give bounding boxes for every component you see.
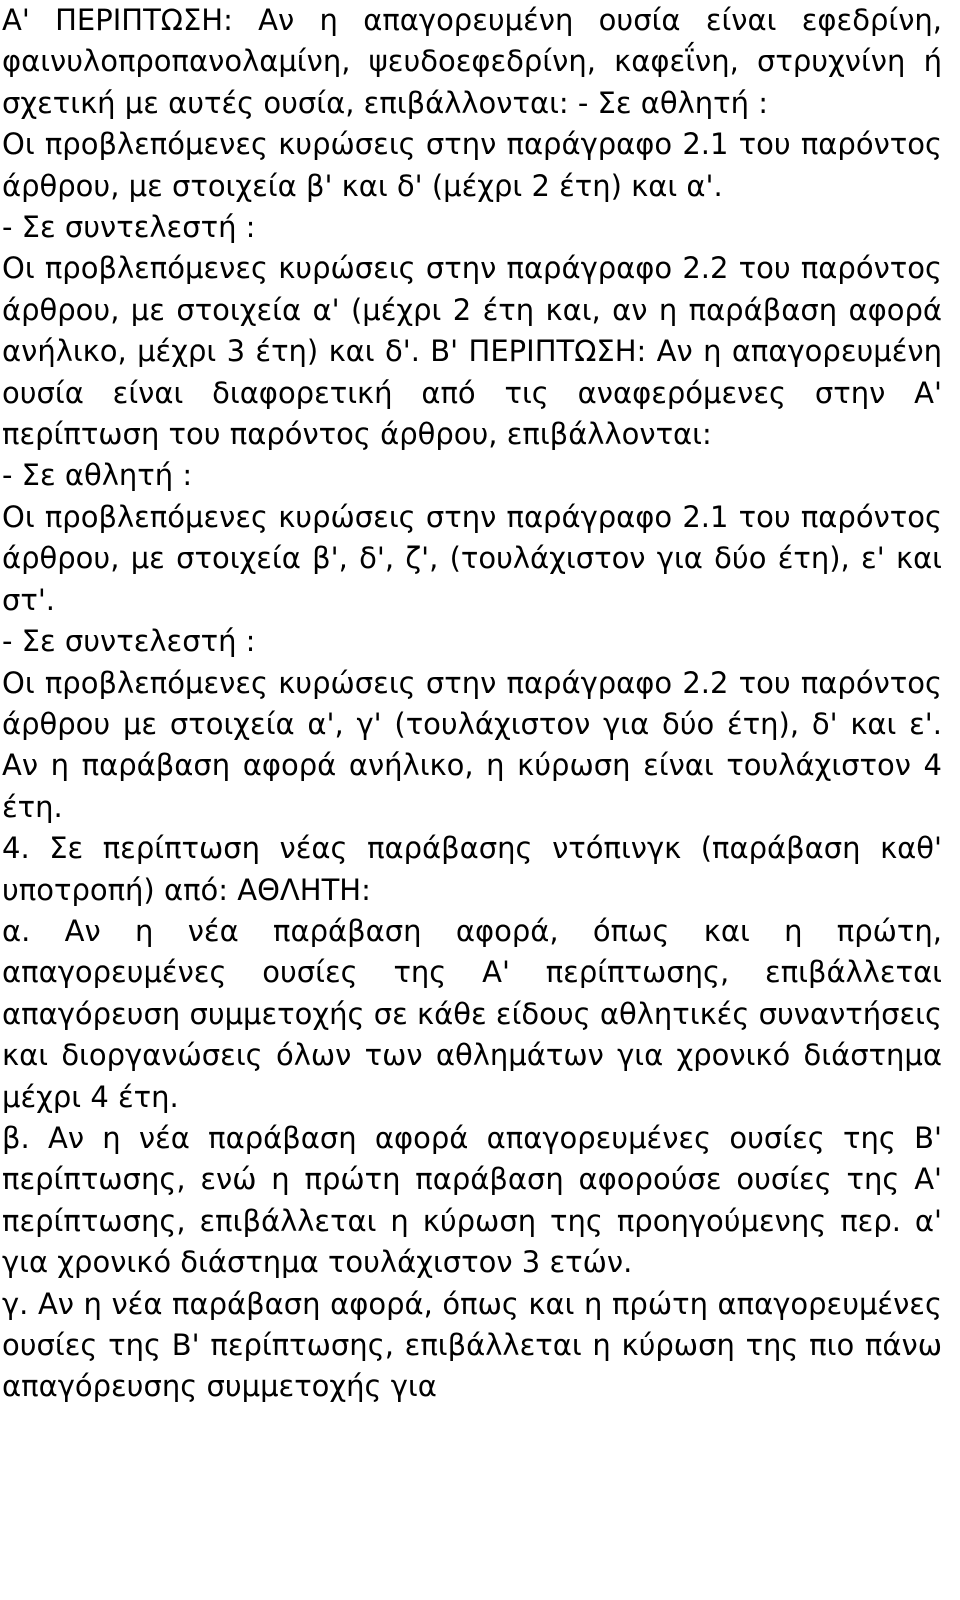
paragraph-item-a: α. Αν η νέα παράβαση αφορά, όπως και η πρώτη, απαγορευμένες ουσίες της Α' περίπτωσης, επιβάλλεται απαγόρευση συμμετοχής σε κάθε είδους αθλητικές συναντήσεις και διοργανώσεις όλων των αθλημάτων για χρονικό διάστημα μέχρι 4 έτη. (2, 913, 942, 1114)
paragraph-case-b-official-heading: - Σε συντελεστή : (2, 624, 256, 659)
paragraph-item-c: γ. Αν η νέα παράβαση αφορά, όπως και η πρώτη απαγορευμένες ουσίες της Β' περίπτωσης, επιβάλλεται η κύρωση της πιο πάνω απαγόρευσης συμμετοχής για (2, 1286, 942, 1404)
paragraph-case-b-athlete: Οι προβλεπόμενες κυρώσεις στην παράγραφο 2.1 του παρόντος άρθρου, με στοιχεία β', δ', ζ', (τουλάχιστον για δύο έτη), ε' και στ'. (2, 499, 942, 617)
paragraph-case-a-athlete: Οι προβλεπόμενες κυρώσεις στην παράγραφο 2.1 του παρόντος άρθρου, με στοιχεία β' και δ' (μέχρι 2 έτη) και α'. (2, 127, 942, 203)
paragraph-case-b-official: Οι προβλεπόμενες κυρώσεις στην παράγραφο 2.2 του παρόντος άρθρου με στοιχεία α', γ' (τουλάχιστον για δύο έτη), δ' και ε'. Αν η παράβαση αφορά ανήλικο, η κύρωση είναι τουλάχιστον 4 έτη. (2, 665, 942, 824)
paragraph-repeat-offense: 4. Σε περίπτωση νέας παράβασης ντόπινγκ (παράβαση καθ' υποτροπή) από: ΑΘΛΗΤΗ: (2, 831, 942, 907)
paragraph-case-a-intro: Α' ΠΕΡΙΠΤΩΣΗ: Αν η απαγορευμένη ουσία είναι εφεδρίνη, φαινυλοπροπανολαμίνη, ψευδοεφεδρίνη, καφεΐνη, στρυχνίνη ή σχετική με αυτές ουσία, επιβάλλονται: - Σε αθλητή : (2, 3, 942, 120)
paragraph-case-a-official-heading: - Σε συντελεστή : (2, 210, 256, 245)
paragraph-case-a-official-and-case-b-intro: Οι προβλεπόμενες κυρώσεις στην παράγραφο 2.2 του παρόντος άρθρου, με στοιχεία α' (μέχρι 2 έτη και, αν η παράβαση αφορά ανήλικο, μέχρι 3 έτη) και δ'. Β' ΠΕΡΙΠΤΩΣΗ: Αν η απαγορευμένη ουσία είναι διαφορετική από τις αναφερόμενες στην Α' περίπτωση του παρόντος άρθρου, επιβάλλονται: (2, 251, 942, 452)
paragraph-case-b-athlete-heading: - Σε αθλητή : (2, 458, 193, 493)
paragraph-item-b: β. Αν η νέα παράβαση αφορά απαγορευμένες ουσίες της Β' περίπτωσης, ενώ η πρώτη παράβαση αφορούσε ουσίες της Α' περίπτωσης, επιβάλλεται η κύρωση της προηγούμενης περ. α' για χρονικό διάστημα τουλάχιστον 3 ετών. (2, 1120, 942, 1280)
